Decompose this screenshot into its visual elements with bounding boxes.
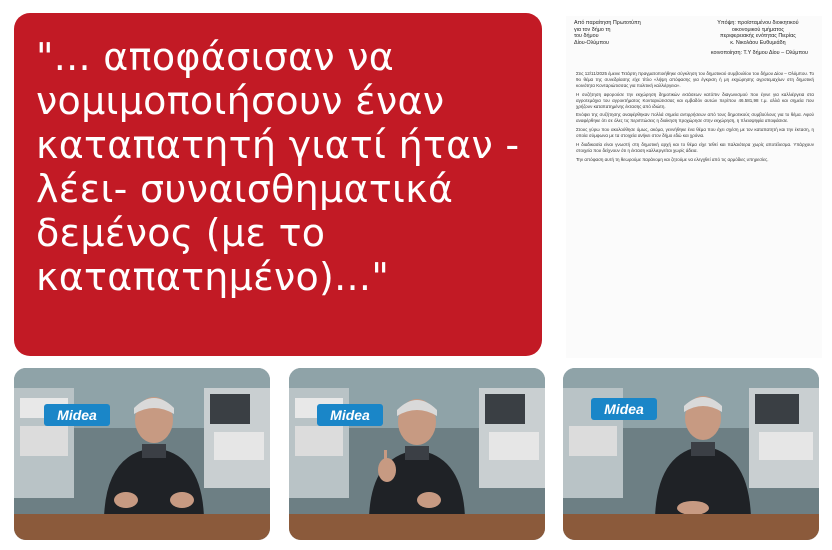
photo-man-seated <box>563 368 819 540</box>
document-paragraph: Την απόφαση αυτή τη θεωρούμε παράνομη και ζητούμε να ελεγχθεί από τις αρμόδιες υπηρεσίες. <box>576 156 769 162</box>
document-header <box>566 16 822 46</box>
document-scan <box>566 16 822 358</box>
quote-text: "... αποφάσισαν να νομιμοποιήσουν έναν καταπατητή γιατί ήταν - λέει- συναισθηματικά δεμένος (με το καταπατημένο)..." <box>36 35 520 299</box>
header-left-line: για τον δήμο τη <box>574 26 611 33</box>
document-paragraph: Ενόψει της συζήτησης αναφέρθηκαν πολλά σημεία αντιρρήσεων από τους δημοτικούς συμβούλους για το θέμα. Αφού αναφέρθηκε ότι σε όλες τις περιπτώσεις η διοίκηση προχώρησε στην εκχώρηση, η πλειοψηφία αποφάσισε. <box>576 112 814 124</box>
document-body <box>566 57 822 163</box>
photo-scene <box>563 368 819 540</box>
header-right-line: κ. Νικολάου Ευθυμιάδη <box>730 39 786 46</box>
header-right-line: περιφερειακής ενότητας Πιερίας <box>720 33 796 40</box>
brand-sign: Midea <box>330 407 370 423</box>
header-left-line: Δίου-Ολύμπου <box>574 39 609 46</box>
header-left-line: του δήμου <box>574 33 599 40</box>
document-paragraph: Στις 12/11/2025 έμεινε Τετάρτη πραγματοποιήθηκε σύγκληση του δημοτικού συμβουλίου του δήμου Δίου – Ολύμπου. Το 9ο θέμα της συνεδρίασης είχε τίτλο «λήψη απόφασης για έγκριση ή μη εκχώρησης αγροτεμαχίων στη δημοτική κοινότητα Κονταριώτισσας για πολιτική καλλιέργεια». <box>576 70 814 88</box>
photo-scene <box>289 368 545 540</box>
header-right-line: Υπόψη: προϊσταμένου διοικητικού <box>717 20 799 26</box>
header-left-line: Από παραίτηση Πρωτοτύπη <box>574 20 641 26</box>
document-paragraph: Η συζήτηση αφορούσε την εκχώρηση δημοτικών εκτάσεων κατόπιν διαγωνισμού που έγινε για καλλιέργεια στα αγροτεμάχια του αγροκτήματος Κονταριώτισσας και εμβαδόν αυτών περίπου 46.581,98 τ.μ. αλλά και σημεία που χρήζουν καταπατημένης έκτασης από ιδιώτη. <box>576 91 814 109</box>
photo-scene <box>14 368 270 540</box>
document-header-left <box>574 20 690 46</box>
brand-sign: Midea <box>57 407 97 423</box>
photo-man-pointing <box>289 368 545 540</box>
quote-panel <box>14 13 542 356</box>
photo-man-gesturing <box>14 368 270 540</box>
document-paragraph: Στους γύρω που ακολούθησε όμως, ακόμα, γεννήθηκε ένα θέμα που έχει σχέση με τον καταπατητή και την έκταση, η οποία σύμφωνα με τα στοιχεία ανήκει στον δήμο εδώ και χρόνια. <box>576 127 814 139</box>
header-right-line: οικονομικού τμήματος <box>731 26 784 33</box>
document-header-right <box>700 20 816 46</box>
document-paragraph: Η διαδικασία είναι γνωστή στη δημοτική αρχή και το θέμα είχε τεθεί και παλαιότερα χωρίς αποτέλεσμα. Υπάρχουν στοιχεία που δείχνουν ότι η έκταση καλλιεργείται χωρίς άδεια. <box>576 142 814 153</box>
brand-sign: Midea <box>604 401 644 417</box>
document-subject: κοινοποίηση: Τ.Υ δήμου Δίου – Ολύμπου <box>710 50 808 57</box>
